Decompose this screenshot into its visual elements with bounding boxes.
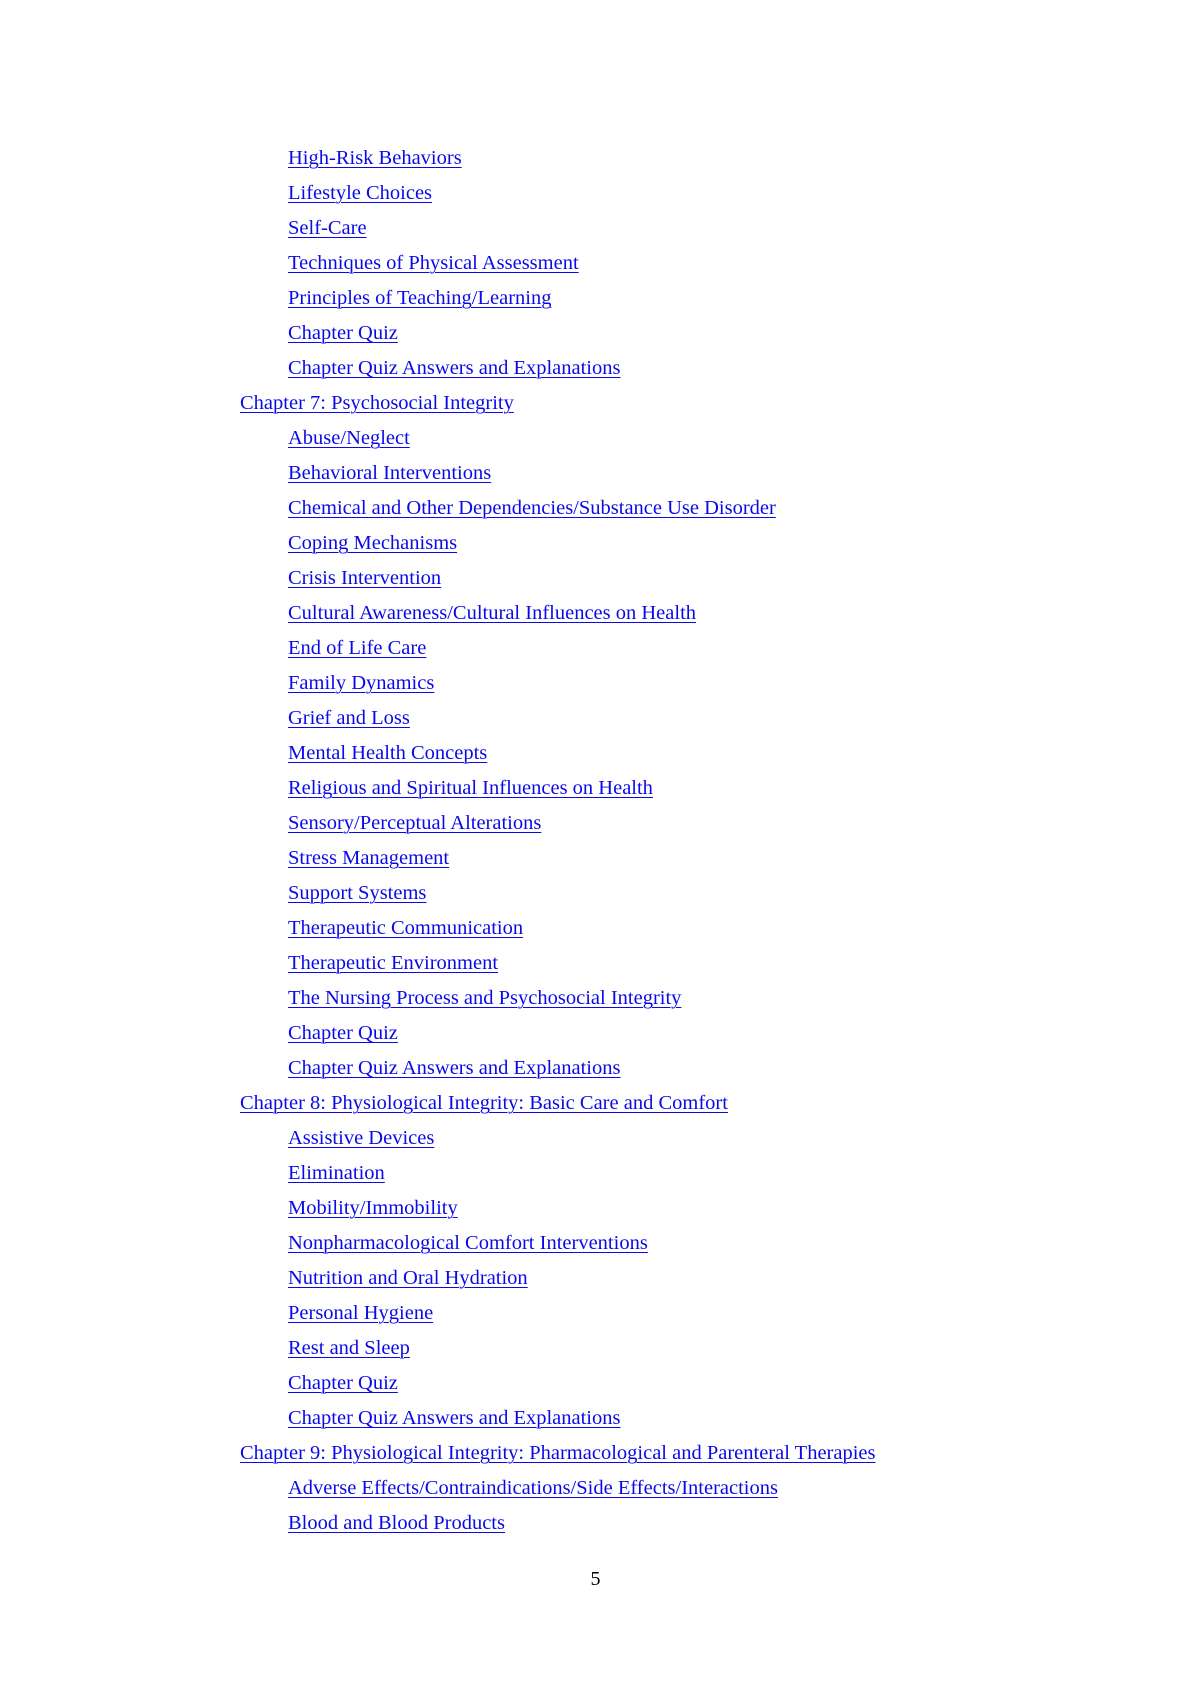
toc-section-entry (240, 596, 1140, 631)
table-of-contents (240, 141, 1140, 1541)
section-link[interactable]: Nutrition and Oral Hydration (288, 1267, 528, 1289)
toc-section-entry (240, 631, 1140, 666)
section-link[interactable]: Support Systems (288, 882, 427, 904)
section-link[interactable]: Grief and Loss (288, 707, 410, 729)
section-link[interactable]: Personal Hygiene (288, 1302, 434, 1324)
toc-section-entry (240, 1366, 1140, 1401)
toc-section-entry (240, 281, 1140, 316)
toc-section-entry (240, 351, 1140, 386)
toc-section-entry (240, 316, 1140, 351)
toc-section-entry (240, 246, 1140, 281)
toc-section-entry (240, 561, 1140, 596)
section-link[interactable]: End of Life Care (288, 637, 427, 659)
toc-section-entry (240, 1121, 1140, 1156)
toc-section-entry (240, 1296, 1140, 1331)
toc-section-entry (240, 1331, 1140, 1366)
chapter-link[interactable]: Chapter 9: Physiological Integrity: Pharmacological and Parenteral Therapies (240, 1442, 876, 1464)
section-link[interactable]: Therapeutic Environment (288, 952, 499, 974)
section-link[interactable]: Sensory/Perceptual Alterations (288, 812, 542, 834)
chapter-link[interactable]: Chapter 7: Psychosocial Integrity (240, 392, 514, 414)
toc-section-entry (240, 526, 1140, 561)
toc-section-entry (240, 1156, 1140, 1191)
toc-section-entry (240, 841, 1140, 876)
toc-section-entry (240, 946, 1140, 981)
toc-section-entry (240, 1261, 1140, 1296)
toc-section-entry (240, 1401, 1140, 1436)
section-link[interactable]: Family Dynamics (288, 672, 435, 694)
section-link[interactable]: Nonpharmacological Comfort Interventions (288, 1232, 648, 1254)
toc-section-entry (240, 1051, 1140, 1086)
section-link[interactable]: Lifestyle Choices (288, 182, 433, 204)
toc-chapter-entry (240, 386, 1140, 421)
toc-chapter-entry (240, 1086, 1140, 1121)
toc-section-entry (240, 491, 1140, 526)
section-link[interactable]: Adverse Effects/Contraindications/Side Effects/Interactions (288, 1477, 778, 1499)
section-link[interactable]: Self-Care (288, 217, 367, 239)
toc-section-entry (240, 1506, 1140, 1541)
section-link[interactable]: Rest and Sleep (288, 1337, 410, 1359)
section-link[interactable]: Chapter Quiz (288, 1022, 398, 1044)
toc-section-entry (240, 141, 1140, 176)
section-link[interactable]: The Nursing Process and Psychosocial Integrity (288, 987, 682, 1009)
section-link[interactable]: Mental Health Concepts (288, 742, 488, 764)
section-link[interactable]: Mobility/Immobility (288, 1197, 458, 1219)
toc-section-entry (240, 176, 1140, 211)
chapter-link[interactable]: Chapter 8: Physiological Integrity: Basic Care and Comfort (240, 1092, 728, 1114)
section-link[interactable]: Assistive Devices (288, 1127, 435, 1149)
toc-chapter-entry (240, 1436, 1140, 1471)
section-link[interactable]: Chapter Quiz (288, 1372, 398, 1394)
section-link[interactable]: Chapter Quiz Answers and Explanations (288, 357, 621, 379)
toc-section-entry (240, 981, 1140, 1016)
toc-section-entry (240, 211, 1140, 246)
section-link[interactable]: Stress Management (288, 847, 450, 869)
section-link[interactable]: High-Risk Behaviors (288, 147, 462, 169)
section-link[interactable]: Chemical and Other Dependencies/Substance Use Disorder (288, 497, 776, 519)
section-link[interactable]: Techniques of Physical Assessment (288, 252, 579, 274)
toc-section-entry (240, 1191, 1140, 1226)
section-link[interactable]: Blood and Blood Products (288, 1512, 505, 1534)
toc-section-entry (240, 736, 1140, 771)
toc-section-entry (240, 456, 1140, 491)
section-link[interactable]: Principles of Teaching/Learning (288, 287, 552, 309)
section-link[interactable]: Crisis Intervention (288, 567, 442, 589)
toc-section-entry (240, 806, 1140, 841)
section-link[interactable]: Religious and Spiritual Influences on Health (288, 777, 653, 799)
toc-section-entry (240, 701, 1140, 736)
section-link[interactable]: Abuse/Neglect (288, 427, 410, 449)
section-link[interactable]: Elimination (288, 1162, 385, 1184)
toc-section-entry (240, 876, 1140, 911)
toc-section-entry (240, 911, 1140, 946)
section-link[interactable]: Cultural Awareness/Cultural Influences on Health (288, 602, 697, 624)
section-link[interactable]: Chapter Quiz Answers and Explanations (288, 1407, 621, 1429)
section-link[interactable]: Therapeutic Communication (288, 917, 524, 939)
page-number: 5 (590, 1568, 601, 1590)
toc-section-entry (240, 1226, 1140, 1261)
section-link[interactable]: Behavioral Interventions (288, 462, 492, 484)
toc-section-entry (240, 771, 1140, 806)
toc-section-entry (240, 1016, 1140, 1051)
toc-section-entry (240, 1471, 1140, 1506)
toc-section-entry (240, 666, 1140, 701)
section-link[interactable]: Chapter Quiz Answers and Explanations (288, 1057, 621, 1079)
section-link[interactable]: Coping Mechanisms (288, 532, 458, 554)
section-link[interactable]: Chapter Quiz (288, 322, 398, 344)
toc-section-entry (240, 421, 1140, 456)
